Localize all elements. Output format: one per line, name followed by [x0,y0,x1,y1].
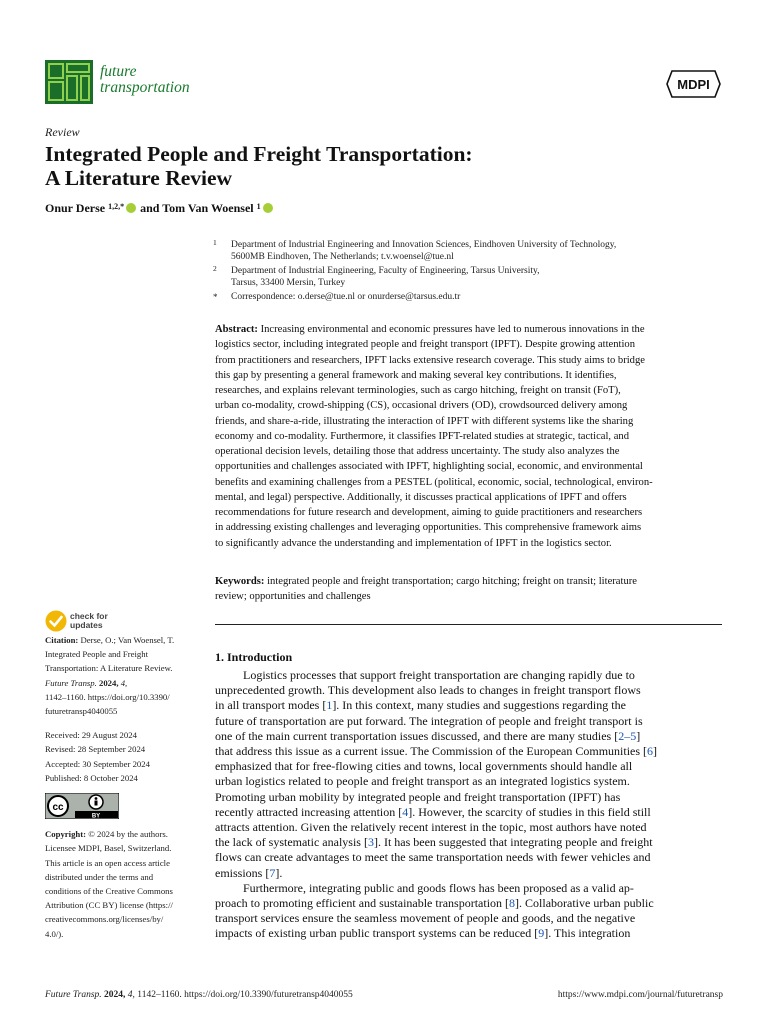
affiliation-mark: 1 [213,238,217,247]
reference-link[interactable]: 4 [402,804,409,819]
abstract-line: Abstract: Increasing environmental and economic pressures have led to numerous innovations in the [215,324,645,335]
citation-line[interactable]: futuretransp4040055 [45,706,118,717]
body-line: flows can create advantages to meet the same transportation needs with fewer vehicles and [215,850,651,865]
copyright-line[interactable]: Attribution (CC BY) license (https:// [45,900,173,911]
affiliation-mark: 2 [213,263,217,273]
citation-line: Integrated People and Freight [45,649,149,660]
check-updates-line1: check for [70,611,108,621]
abstract-line: economy and co-modality. Furthermore, it classifies IPFT-related studies at strategic, tactical, and [215,430,630,442]
body-line: that address this issue as a current issue. The Commission of the European Communities [6] [215,744,658,759]
check-updates-line2: updates [70,620,103,630]
check-for-updates-badge[interactable] [45,610,108,632]
reference-link[interactable]: 8 [509,896,516,911]
introduction-body [215,668,722,942]
sidebar-info [45,633,200,941]
body-line: one of the main current transportation issues discussed, and there are many studies [2–5] [215,728,641,743]
affiliation-line: Department of Industrial Engineering, Faculty of Engineering, Tarsus University, [231,265,540,276]
abstract-line: researches, and explains relevant terminologies, such as cargo hitching, freight on transit (FoT), [215,385,621,396]
copyright-line: This article is an open access article [45,857,170,868]
affiliation-line: Department of Industrial Engineering and Innovation Sciences, Eindhoven University of Technology, [231,240,617,250]
page-footer [45,990,723,1000]
reference-link[interactable]: 9 [538,926,545,941]
keywords [215,574,723,605]
affiliation-1 [213,239,713,264]
citation-line: Transportation: A Literature Review. [45,663,173,674]
author-1[interactable]: Onur Derse [45,201,106,215]
affiliation-line: Correspondence: o.derse@tue.nl or onurderse@tarsus.edu.tr [231,291,461,302]
copyright-line[interactable]: 4.0/). [45,928,64,939]
body-line: transport services ensure the seamless movement of people and goods, and the negative [215,911,636,926]
body-line: attracts attention. Given the relatively recent interest in the topic, most authors have noted [215,820,647,835]
abstract-line: benefits and examining challenges from a PESTEL (political, economic, social, technological, environ- [215,476,653,488]
keywords-line: Keywords: integrated people and freight transportation; cargo hitching; freight on transit; literature [215,576,637,587]
author-1-affil: 1,2,* [108,202,125,211]
mdpi-logo-icon [666,70,721,98]
authors [45,201,277,216]
body-line: impacts of existing urban public transport systems can be reduced [9]. This integration [215,926,631,941]
copyright-line: Licensee MDPI, Basel, Switzerland. [45,843,172,854]
abstract-line: this gap by presenting a general framework and making several key contributions. It identifies, [215,369,617,381]
body-line: urban logistics related to people and freight transport as an integrated logistics system. [215,774,630,789]
cc-by-license-icon[interactable] [45,793,119,819]
abstract-line: operational decision levels, detailing those that address uncertainty. The study also analyzes the [215,446,620,457]
keywords-label: Keywords: [215,576,265,587]
abstract-line: in addressing existing challenges and leveraging opportunities. This comprehensive framework aims [215,522,642,534]
body-line: Furthermore, integrating public and goods flows has been proposed as a valid ap- [243,880,634,895]
revised-date: Revised: 28 September 2024 [45,744,146,755]
cc-badge-text: BY [91,813,101,820]
affiliation-mark: * [213,291,218,302]
body-line: unprecedented growth. This development also leads to changes in freight transport flows [215,683,641,698]
copyright-line[interactable]: creativecommons.org/licenses/by/ [45,914,164,925]
affiliations [213,239,713,304]
article-type: Review [45,125,80,139]
copyright-label: Copyright: [45,829,87,840]
abstract-line: to significantly advance the understanding and implementation of IPFT in the logistics sector. [215,537,612,549]
body-line: recently attracted increasing attention [4]. However, the scarcity of studies in this field still [215,804,651,819]
citation-label: Citation: [45,635,79,645]
body-line: the lack of systematic analysis [3]. It has been suggested that integrating people and freight [215,835,653,850]
citation-line: Citation: Derse, O.; Van Woensel, T. [45,635,175,645]
accepted-date: Accepted: 30 September 2024 [45,758,150,769]
journal-name-line2: transportation [100,78,190,96]
journal-logo-icon [45,60,93,104]
section-divider [215,624,722,625]
journal-name-line1: future [100,63,137,80]
orcid-icon[interactable] [126,203,136,213]
body-line: proach to promoting efficient and sustainable transportation [8]. Collaborative urban public [215,896,654,911]
reference-link[interactable]: 3 [367,835,374,850]
abstract-line: recommendations for future research and development, aiming to guide practitioners and researchers [215,507,643,518]
body-line: future of transportation are put forward. The integration of people and freight transport is [215,713,643,728]
body-line: in all transport modes [1]. In this context, many studies and suggestions regarding the [215,698,626,713]
affiliation-2 [213,265,713,290]
affiliation-line: Tarsus, 33400 Mersin, Turkey [231,278,346,289]
abstract-line: logistics sector, including integrated people and freight transport (IPFT). Despite growing attention [215,339,635,351]
reference-link[interactable]: 6 [647,744,654,759]
body-line: Logistics processes that support freight transportation are changing rapidly due to [243,668,635,682]
body-line: Promoting urban mobility by integrated people and freight transportation (IPFT) has [215,789,621,804]
citation-line[interactable]: 1142–1160. https://doi.org/10.3390/ [45,691,170,702]
reference-link[interactable]: 7 [269,865,276,880]
section-heading: 1. Introduction [215,650,293,664]
abstract-line: mental, and legal) perspective. Additionally, it discusses practical applications of IPFT and offers [215,491,627,503]
article-title [45,142,665,190]
journal-name [100,64,190,95]
check-updates-icon [45,610,67,632]
body-line: emphasized that for free-flowing cities and towns, local governments should handle all [215,759,633,774]
svg-text:cc: cc [52,802,64,814]
abstract-line: urban co-modality, crowd-shipping (CS), occasional drivers (OD), crowdsourced delivery among [215,400,628,412]
abstract-line: opportunities and challenges associated with IPFT, highlighting social, economic, and environmental [215,461,643,473]
affiliation-line: 5600MB Eindhoven, The Netherlands; t.v.woensel@tue.nl [231,252,454,263]
author-2[interactable]: and Tom Van Woensel [140,201,254,215]
published-date: Published: 8 October 2024 [45,772,138,783]
copyright-line: distributed under the terms and [45,871,154,882]
abstract-label: Abstract: [215,324,258,335]
received-date: Received: 29 August 2024 [45,730,137,741]
abstract-line: friends, and share-a-ride, illustrating the interaction of IPFT with different systems like the sharing [215,415,634,427]
keywords-line: review; opportunities and challenges [215,591,371,603]
correspondence [213,291,713,303]
reference-link[interactable]: 1 [326,698,333,713]
footer-journal-url[interactable]: https://www.mdpi.com/journal/futuretransp [557,990,723,1000]
orcid-icon[interactable] [263,203,273,213]
title-line2: A Literature Review [45,166,233,190]
reference-link[interactable]: 2–5 [618,728,637,743]
copyright-line: conditions of the Creative Commons [45,886,173,897]
body-line: emissions [7]. [215,865,283,880]
footer-citation: Future Transp. 2024, 4, 1142–1160. https://doi.org/10.3390/futuretransp4040055 [45,990,353,1000]
copyright-line: Copyright: © 2024 by the authors. [45,829,168,840]
abstract [215,322,723,551]
title-line1: Integrated People and Freight Transportation: [45,142,473,166]
publisher-name: MDPI [677,77,710,92]
author-2-affil: 1 [256,202,261,211]
abstract-line: from practitioners and researchers, IPFT lacks extensive research coverage. This study aims to bridge [215,354,645,366]
citation-line: Future Transp. 2024, 4, [45,677,128,688]
